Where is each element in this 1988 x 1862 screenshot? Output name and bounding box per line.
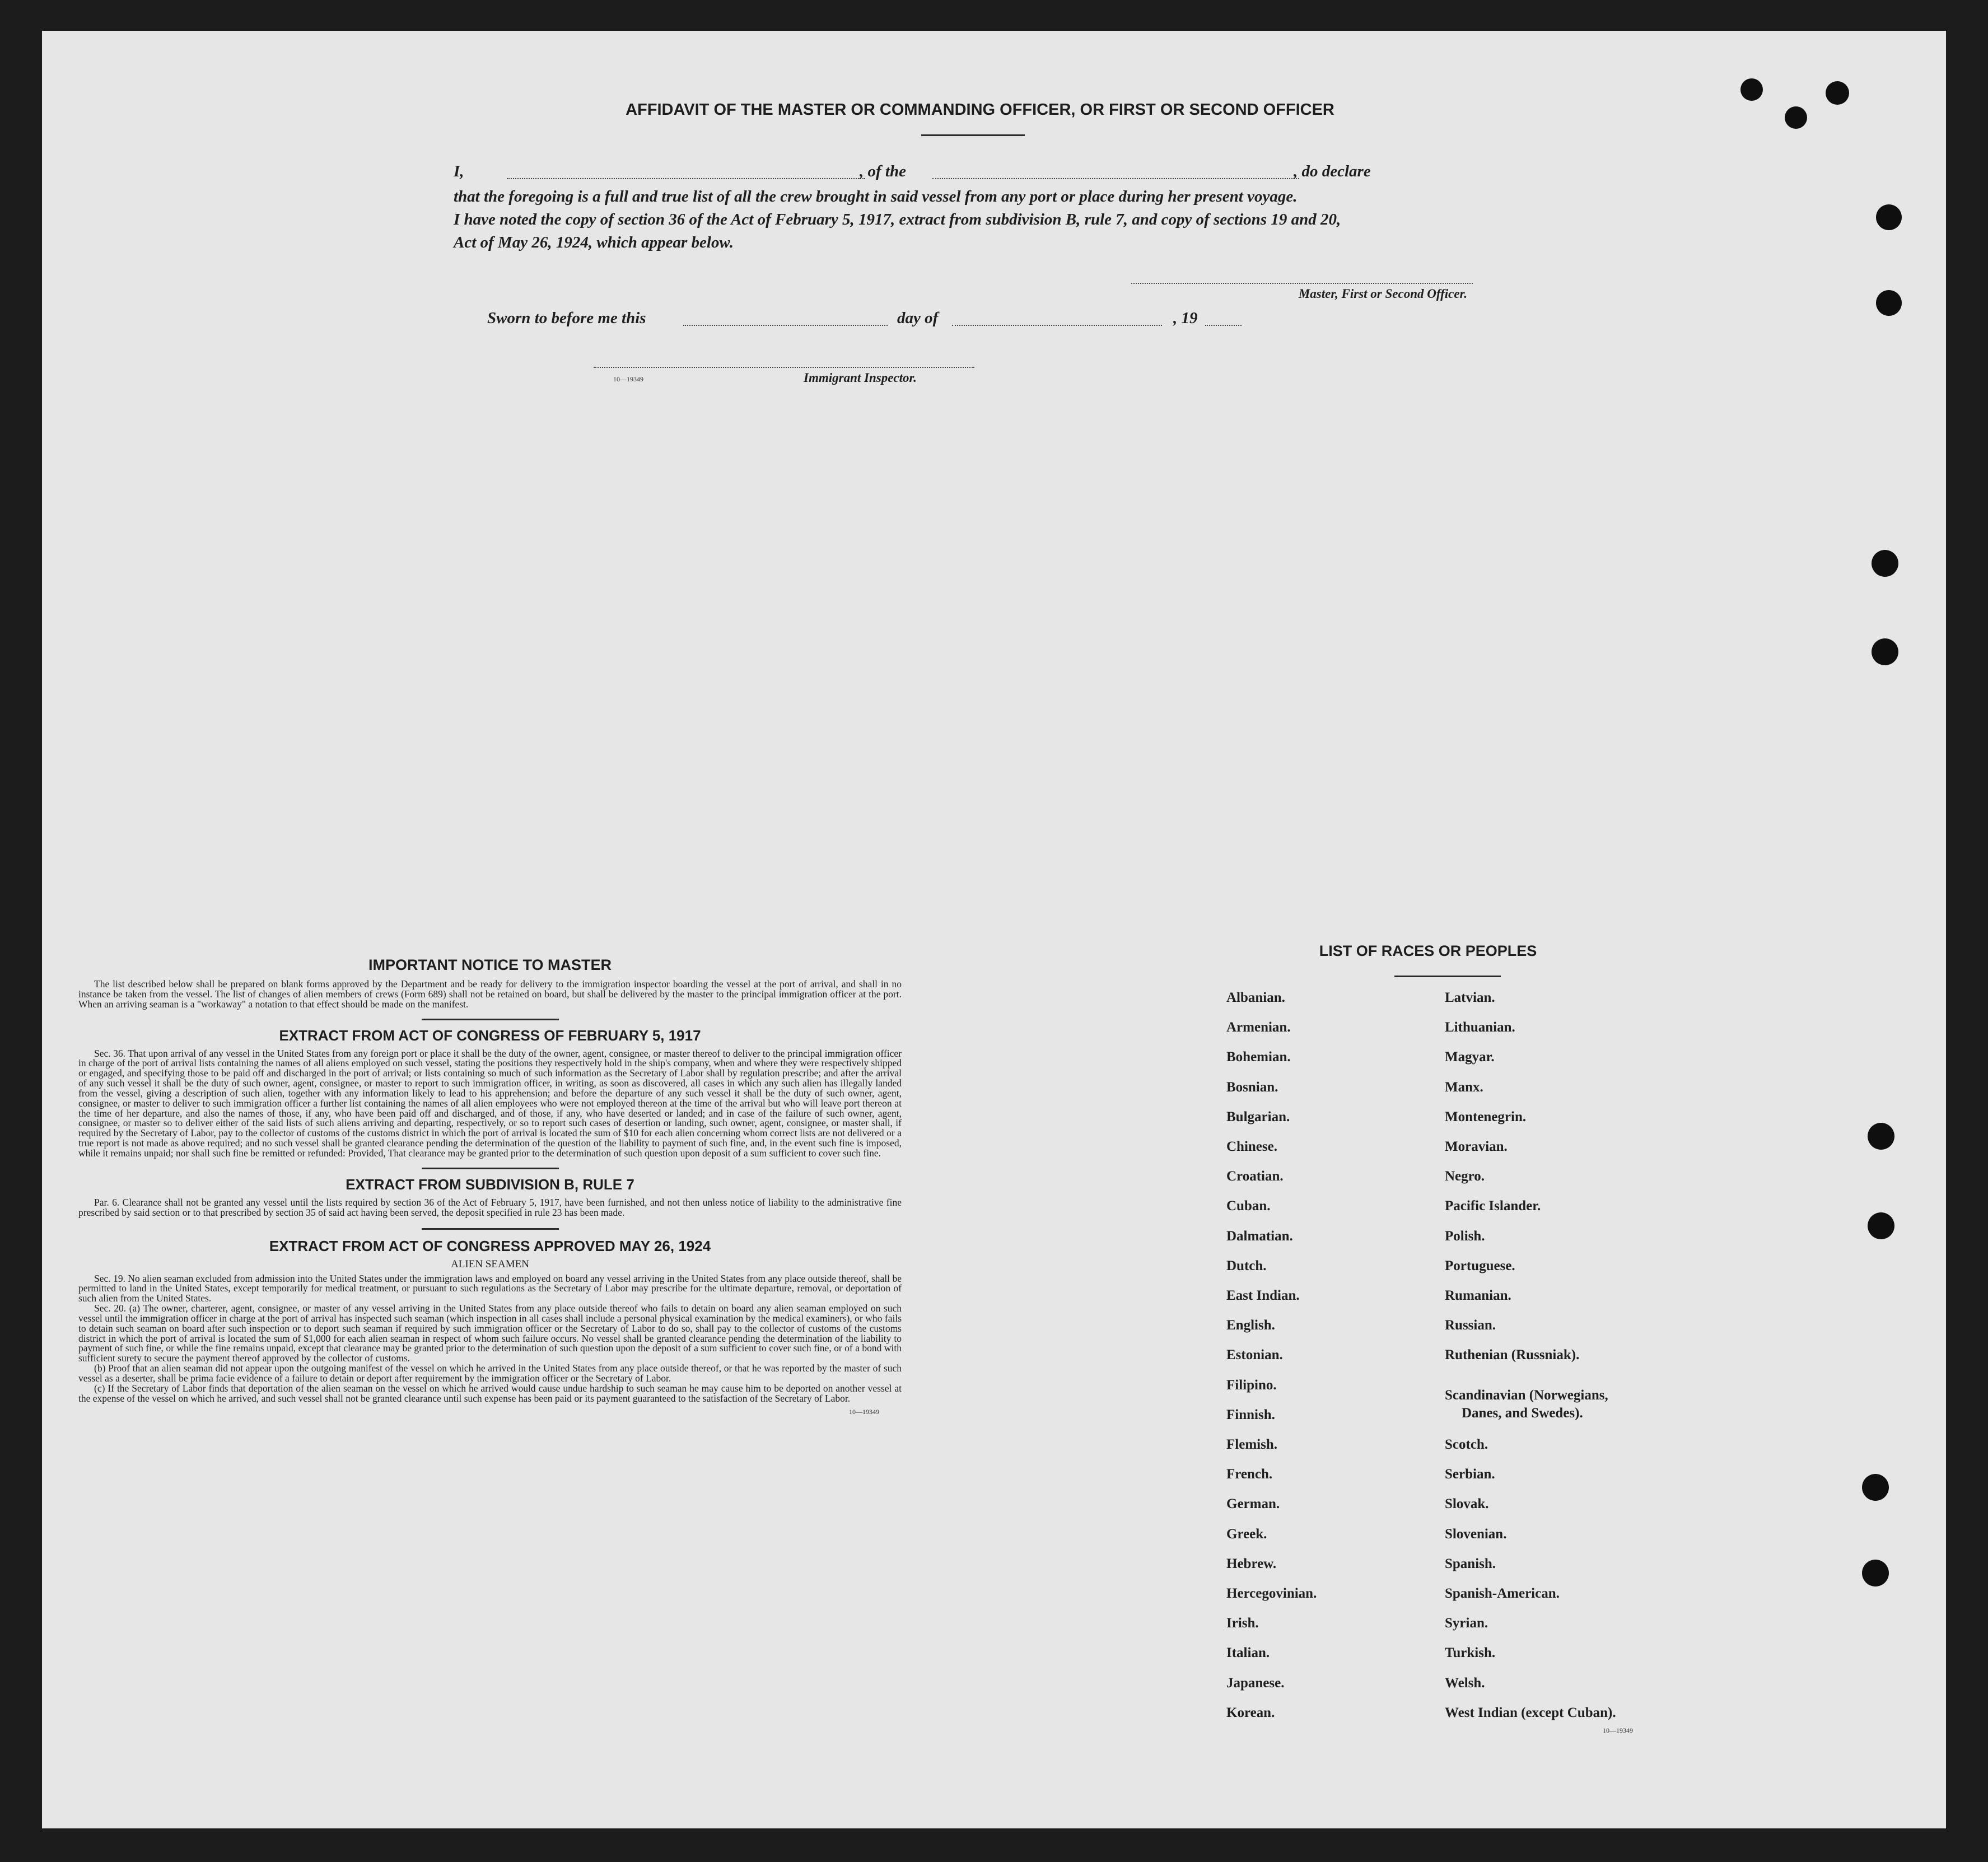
section-divider [422, 1168, 559, 1169]
sworn-day-of: day of [897, 309, 939, 327]
race-left-item: Bohemian. [1226, 1049, 1291, 1065]
race-left-item: Japanese. [1226, 1675, 1285, 1691]
notices-column [78, 956, 902, 1416]
binder-hole-icon [1862, 1474, 1889, 1501]
race-right-item: Lithuanian. [1445, 1020, 1515, 1035]
race-right-item: Pacific Islander. [1445, 1198, 1541, 1214]
races-form-number: 10—19349 [1603, 1726, 1633, 1734]
sworn-line [487, 309, 1271, 336]
race-right-item: Spanish. [1445, 1556, 1496, 1571]
race-left-item: Filipino. [1226, 1377, 1277, 1393]
race-left-item: French. [1226, 1467, 1273, 1482]
extract-1924-body [78, 1274, 902, 1404]
race-right-item: Scandinavian (Norwegians, [1445, 1388, 1608, 1403]
declare-of-the: , of the [860, 162, 906, 180]
race-left-item: Greek. [1226, 1526, 1267, 1542]
month-blank [952, 325, 1162, 326]
race-right-item: Welsh. [1445, 1675, 1485, 1691]
race-left-item: Albanian. [1226, 990, 1285, 1005]
race-right-item: Russian. [1445, 1318, 1496, 1333]
race-right-item: Moravian. [1445, 1139, 1508, 1154]
race-right-item: Polish. [1445, 1228, 1485, 1244]
race-right-item: Slovenian. [1445, 1526, 1507, 1542]
notice-title: IMPORTANT NOTICE TO MASTER [368, 956, 612, 973]
extract-1924-subtitle: ALIEN SEAMEN [451, 1258, 529, 1270]
race-right-item: Serbian. [1445, 1467, 1495, 1482]
binder-hole-icon [1862, 1560, 1889, 1586]
race-left-item: Korean. [1226, 1705, 1275, 1720]
race-left-item: Hercegovinian. [1226, 1586, 1317, 1601]
extract-1924-title: EXTRACT FROM ACT OF CONGRESS APPROVED MAY 26, 1924 [269, 1237, 711, 1254]
title-divider [921, 134, 1025, 136]
sec20a-paragraph: Sec. 20. (a) The owner, charterer, agent, consignee, or master of any vessel arriving in the United States from any place outside thereof who fails to detain on board any alien seaman employed on such vessel until the immigration officer in charge at the port of arrival has inspected such seaman (which inspection in all cases shall include a personal physical examination by the medical examiners), or who fails to detain such seaman on board after such inspection or to deport such seaman if required by such immigration officer or the Secretary of Labor to do so, shall pay to the collector of customs of the customs district in which the port of arrival is located the sum of $1,000 for each alien seaman in respect of whom such failure occurs. No vessel shall be granted clearance pending the determination of the liability to payment of such fine, or while the fine remains unpaid, except that clearance may be granted prior to the determination of such question upon the deposit of a sum sufficient to cover such fine, or of a bond with sufficient surety to secure the payment thereof approved by the collector of customs. [78, 1303, 902, 1364]
race-left-item: Flemish. [1226, 1437, 1277, 1452]
extract-1917-title: EXTRACT FROM ACT OF CONGRESS OF FEBRUARY 5, 1917 [279, 1026, 701, 1044]
race-left-item: Bosnian. [1226, 1079, 1278, 1095]
race-left-item: East Indian. [1226, 1288, 1300, 1303]
race-right-item: Scotch. [1445, 1437, 1488, 1452]
race-right-item: Magyar. [1445, 1049, 1495, 1065]
binder-hole-icon [1868, 1123, 1894, 1150]
race-left-item: Hebrew. [1226, 1556, 1277, 1571]
form-number: 10—19349 [613, 375, 643, 383]
extract-1917-body [78, 1049, 902, 1159]
day-blank [683, 325, 888, 326]
notice-body [78, 979, 902, 1010]
sworn-prefix: Sworn to before me this [487, 309, 646, 327]
race-left-item: German. [1226, 1496, 1280, 1512]
race-left-item: Finnish. [1226, 1407, 1275, 1422]
declaration-line-2: that the foregoing is a full and true list of all the crew brought in said vessel from any port or place during her present voyage. [454, 188, 1298, 206]
race-right-item: Negro. [1445, 1169, 1485, 1184]
signature-caption: Master, First or Second Officer. [1298, 287, 1467, 301]
race-left-item: Dutch. [1226, 1258, 1267, 1273]
race-right-item: West Indian (except Cuban). [1445, 1705, 1616, 1720]
declare-prefix: I, [454, 162, 464, 180]
race-right-item: Latvian. [1445, 990, 1495, 1005]
sworn-year: , 19 [1173, 309, 1198, 327]
rule7-body [78, 1198, 902, 1218]
race-right-item: Rumanian. [1445, 1288, 1511, 1303]
inspector-caption: Immigrant Inspector. [804, 371, 917, 385]
race-left-item: Dalmatian. [1226, 1228, 1293, 1244]
races-divider [1394, 976, 1501, 977]
binder-hole-icon [1740, 78, 1763, 101]
declaration-line-3: I have noted the copy of section 36 of the Act of February 5, 1917, extract from subdivision B, rule 7, and copy of sections 19 and 20, [454, 211, 1341, 228]
binder-hole-icon [1876, 204, 1902, 230]
rule7-paragraph: Par. 6. Clearance shall not be granted any vessel until the lists required by section 36 of the Act of February 5, 1917, have been furnished, and not then unless notice of liability to the administrative fine prescribed by said section or to that prescribed by section 35 of said act having been served, the deposit specified in rule 23 has been made. [78, 1196, 902, 1218]
race-left-item: Croatian. [1226, 1169, 1284, 1184]
race-right-item: Manx. [1445, 1079, 1483, 1095]
race-right-item: Slovak. [1445, 1496, 1489, 1512]
notice-paragraph: The list described below shall be prepared on blank forms approved by the Department and be ready for delivery to the immigration inspector boarding the vessel at the port of arrival, and shall in no instance be taken from the vessel. The list of changes of alien members of crews (Form 689) shall not be retained on board, but shall be delivered by the master to the principal immigration officer at the port. When an arriving seaman is a "workaway" a notation to that effect should be made on the manifest. [78, 978, 902, 1010]
rule7-title: EXTRACT FROM SUBDIVISION B, RULE 7 [346, 1175, 634, 1193]
declaration-line-1 [454, 162, 1518, 189]
sec20b-paragraph: (b) Proof that an alien seaman did not appear upon the outgoing manifest of the vessel on which he arrived in the United States from any place outside thereof, or that he was reported by the master of such vessel as a deserter, shall be prima facie evidence of a failure to detain or deport after requirement by the immigration officer or the Secretary of Labor. [78, 1362, 902, 1384]
race-right-item: Portuguese. [1445, 1258, 1515, 1273]
binder-hole-icon [1872, 550, 1898, 577]
binder-hole-icon [1785, 106, 1807, 129]
binder-hole-icon [1868, 1212, 1894, 1239]
section-divider [422, 1019, 559, 1020]
race-left-item: Irish. [1226, 1616, 1259, 1631]
binder-hole-icon [1876, 290, 1902, 316]
section-divider [422, 1228, 559, 1230]
race-right-item: Spanish-American. [1445, 1586, 1560, 1601]
binder-hole-icon [1826, 81, 1849, 105]
year-blank [1205, 325, 1242, 326]
race-left-item: Estonian. [1226, 1347, 1283, 1363]
extract-form-number: 10—19349 [849, 1408, 879, 1416]
sec36-paragraph: Sec. 36. That upon arrival of any vessel in the United States from any foreign port or place it shall be the duty of the owner, agent, consignee, or master thereof to deliver to the principal immigration officer in charge of the port of arrival lists containing the names of all aliens employed on such vessel, stating the positions they respectively hold in the ship's company, when and where they were respectively shipped or engaged, and specifying those to be paid off and discharged in the port of arrival; or lists containing so much of such information as the Secretary of Labor shall by regulation prescribe; and after the arrival of any such vessel it shall be the duty of such owner, agent, consignee, or master to report to such immigration officer, in writing, as soon as discovered, all cases in which any such alien has illegally landed from the vessel, giving a description of such alien, together with any information likely to lead to his apprehension; and before the departure of any such vessel it shall be the duty of such owner, agent, consignee, or master to deliver to such immigration officer a further list containing the names of all alien employees who were not employed thereon at the time of the arrival but who will leave port thereon at the time of her departure, and also the names of those, if any, who have been paid off and discharged, and of those, if any, who have deserted or landed; and in case of the failure of such owner, agent, consignee, or master so to deliver either of the said lists of such aliens arriving and departing, respectively, or so to report such cases of desertion or landing, such owner, agent, consignee, or master shall, if required by the Secretary of Labor, pay to the collector of customs of the customs district in which the port of arrival is located the sum of $10 for each alien concerning whom correct lists are not delivered or a true report is not made as above required; and no such vessel shall be granted clearance pending the determination of the question of the liability to payment of such fine, and, in the event such fine is imposed, while it remains unpaid; nor shall such fine be remitted or refunded: Provided, That clearance may be granted prior to the determination of such question upon deposit of a sum sufficient to cover such fine. [78, 1047, 902, 1159]
vessel-blank [932, 178, 1299, 179]
race-left-item: Armenian. [1226, 1020, 1291, 1035]
sec19-paragraph: Sec. 19. No alien seaman excluded from admission into the United States under the immigration laws and employed on board any vessel arriving in the United States from any place outside thereof, shall be permitted to land in the United States, except temporarily for medical treatment, or pursuant to such regulations as the Secretary of Labor may prescribe for the ultimate departure, removal, or deportation of such alien from the United States. [78, 1272, 902, 1304]
race-left-item: Italian. [1226, 1645, 1270, 1661]
sec20c-paragraph: (c) If the Secretary of Labor finds that deportation of the alien seaman on the vessel on which he arrived would cause undue hardship to such seaman he may cause him to be deported on another vessel at the expense of the vessel on which he arrived, and such vessel shall not be granted clearance until such expense has been paid or its payment guaranteed to the satisfaction of the Secretary of Labor. [78, 1382, 902, 1404]
declaration-line-4: Act of May 26, 1924, which appear below. [454, 234, 734, 251]
race-left-item: English. [1226, 1318, 1275, 1333]
race-left-item: Cuban. [1226, 1198, 1271, 1214]
race-left-item: Chinese. [1226, 1139, 1277, 1154]
inspector-signature-line [594, 367, 974, 368]
race-right-item: Montenegrin. [1445, 1109, 1527, 1124]
document-sheet [42, 31, 1946, 1828]
race-right-item: Danes, and Swedes). [1462, 1406, 1583, 1421]
name-blank [507, 178, 865, 179]
affidavit-title: AFFIDAVIT OF THE MASTER OR COMMANDING OFFICER, OR FIRST OR SECOND OFFICER [626, 101, 1334, 119]
race-left-item: Bulgarian. [1226, 1109, 1290, 1124]
signature-line [1131, 283, 1473, 284]
binder-hole-icon [1872, 638, 1898, 665]
race-right-item: Ruthenian (Russniak). [1445, 1347, 1580, 1363]
race-right-item: Turkish. [1445, 1645, 1496, 1661]
races-title: LIST OF RACES OR PEOPLES [1319, 942, 1537, 959]
declare-suffix: , do declare [1294, 162, 1371, 180]
race-right-item: Syrian. [1445, 1616, 1488, 1631]
